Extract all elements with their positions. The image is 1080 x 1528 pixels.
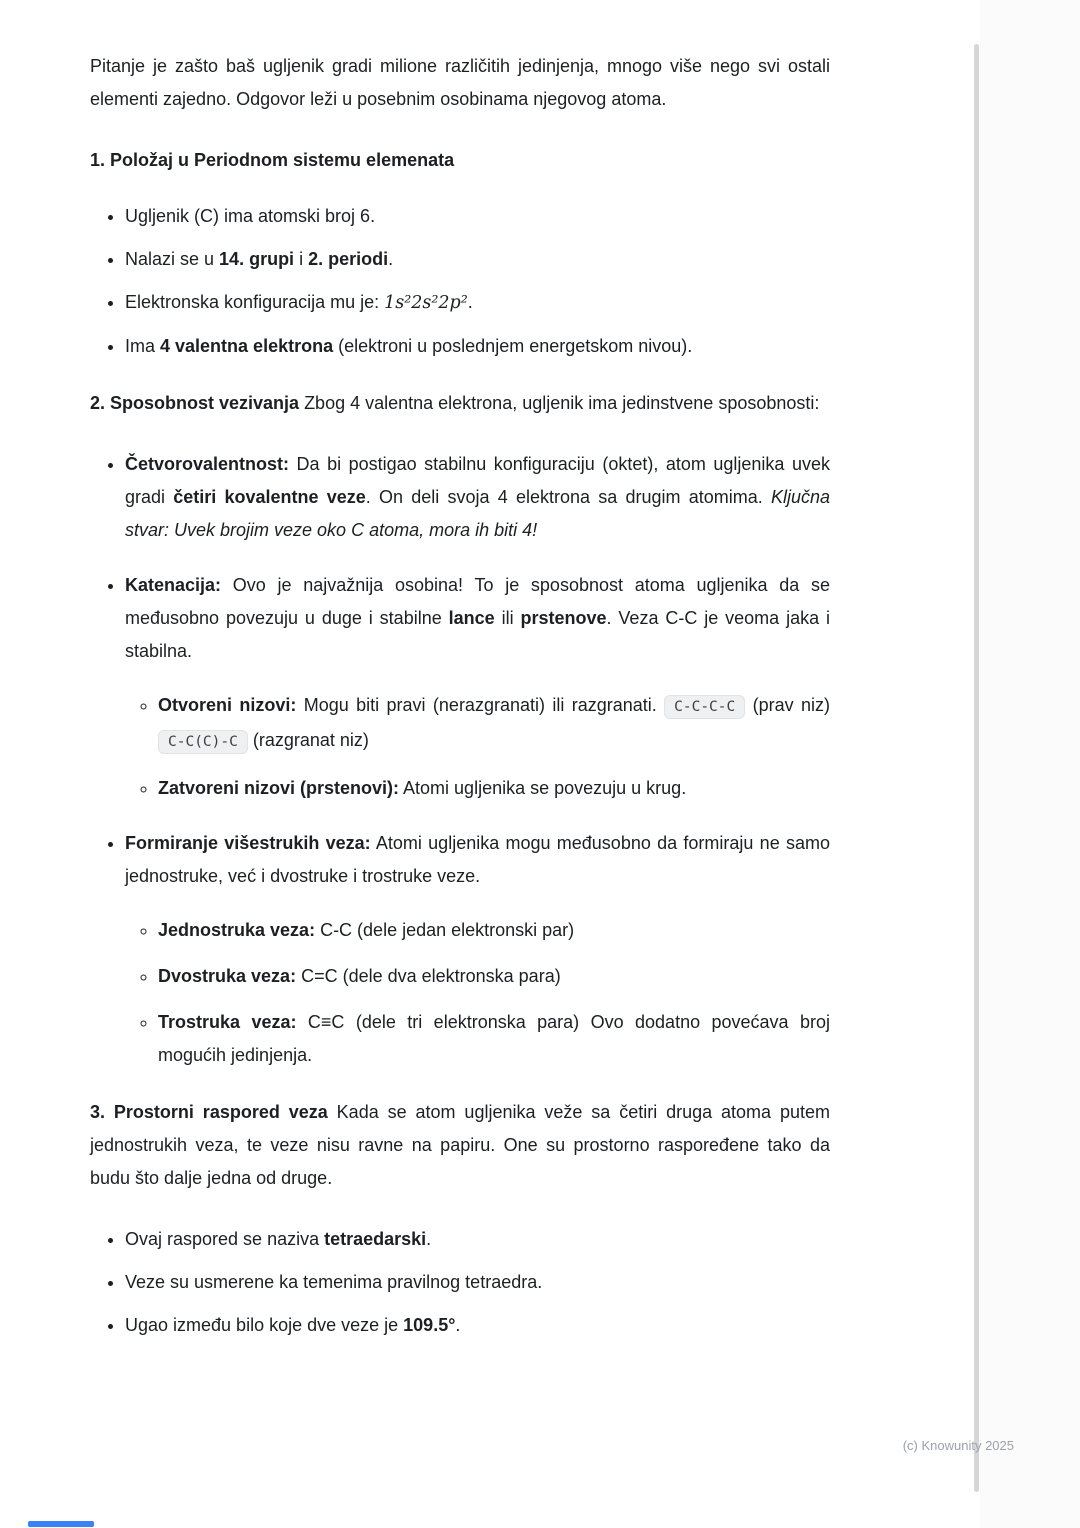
text-run: lance: [448, 608, 495, 628]
text-run: C≡C (dele tri elektronska para) Ovo dodatno povećava broj mogućih jedinjenja.: [158, 1012, 830, 1065]
list-item-text: [158, 920, 574, 940]
text-run: Jednostruka veza:: [158, 920, 316, 940]
text-run: Zbog 4 valentna elektrona, ugljenik ima jedinstvene sposobnosti:: [299, 393, 820, 413]
sub-list: [125, 914, 830, 1072]
text-run: i: [294, 249, 309, 269]
text-run: (prav niz): [745, 695, 831, 715]
text-run: tetraedarski: [324, 1229, 427, 1249]
bottom-accent-bar: [28, 1521, 94, 1527]
text-run: . On deli svoja 4 elektrona sa drugim atomima.: [365, 487, 771, 507]
inline-code-chip: C-C-C-C: [664, 695, 745, 719]
text-run: Nalazi se u: [125, 249, 220, 269]
text-run: C-C (dele jedan elektronski par): [315, 920, 575, 940]
text-run: prstenove: [520, 608, 607, 628]
text-run: Ima: [125, 336, 161, 356]
text-run: .: [388, 249, 394, 269]
text-run: 1s²2s²2p²: [384, 293, 468, 313]
text-run: Pitanje je zašto baš ugljenik gradi milione različitih jedinjenja, mnogo više nego svi ostali elementi zajedno. Odgovor leži u posebnim osobinama njegovog atoma.: [90, 56, 830, 109]
text-run: 109.5°: [403, 1315, 456, 1335]
sub-list-item: [158, 914, 830, 947]
text-run: . Veza C-C je veoma jaka i stabilna.: [125, 608, 831, 661]
text-run: 4 valentna elektrona: [160, 336, 334, 356]
list-item-text: [158, 778, 686, 798]
sub-list-item: [158, 689, 830, 759]
text-run: Ovaj raspored se naziva: [125, 1229, 325, 1249]
list-item-text: [125, 1315, 460, 1335]
text-run: Mogu biti pravi (nerazgranati) ili razgranati.: [296, 695, 665, 715]
list-item: [125, 448, 830, 547]
text-run: (elektroni u poslednjem energetskom nivou).: [333, 336, 693, 356]
list-item-text: [158, 966, 561, 986]
intro-paragraph: [90, 50, 830, 116]
text-run: Atomi ugljenika mogu međusobno da formiraju ne samo jednostruke, već i dvostruke i trostruke veze.: [125, 833, 830, 886]
sub-list-item: [158, 1006, 830, 1072]
list-item-text: [125, 1272, 542, 1292]
list-item: [125, 200, 830, 233]
section-3-list: [90, 1223, 830, 1342]
text-run: Otvoreni nizovi:: [158, 695, 297, 715]
list-item: [125, 569, 830, 805]
text-run: 14. grupi: [219, 249, 295, 269]
text-run: Četvorovalentnost:: [125, 454, 290, 474]
list-item: [125, 1223, 830, 1256]
list-item-text: [158, 695, 830, 750]
text-run: .: [467, 292, 473, 312]
text-run: Dvostruka veza:: [158, 966, 297, 986]
list-item-text: [158, 1012, 830, 1065]
right-gutter: [980, 0, 1080, 1528]
text-run: Trostruka veza:: [158, 1012, 297, 1032]
list-item: [125, 1266, 830, 1299]
text-run: C=C (dele dva elektronska para): [296, 966, 561, 986]
text-run: Elektronska konfiguracija mu je:: [125, 292, 385, 312]
text-run: Veze su usmerene ka temenima pravilnog tetraedra.: [125, 1272, 543, 1292]
section-2-list: [90, 448, 830, 1072]
list-item-text: [125, 1229, 431, 1249]
list-item-text: [125, 249, 393, 269]
list-item-text: [125, 833, 830, 886]
text-run: Formiranje višestrukih veza:: [125, 833, 371, 853]
section-3-lead-paragraph: [90, 1096, 830, 1195]
sub-list-item: [158, 772, 830, 805]
text-run: Ugao između bilo koje dve veze je: [125, 1315, 404, 1335]
list-item: [125, 286, 830, 320]
list-item: [125, 1309, 830, 1342]
text-run: Ugljenik (C) ima atomski broj 6.: [125, 206, 376, 226]
list-item: [125, 827, 830, 1072]
text-run: Kada se atom ugljenika veže sa četiri druga atoma putem jednostrukih veza, te veze nisu ravne na papiru. One su prostorno raspoređene tako da budu što dalje jedna od druge.: [90, 1102, 830, 1188]
list-item-text: [125, 336, 692, 356]
text-run: 2. Sposobnost vezivanja: [90, 393, 300, 413]
list-item-text: [125, 292, 473, 312]
watermark: (c) Knowunity 2025: [902, 1438, 1014, 1453]
text-run: ili: [494, 608, 521, 628]
list-item: [125, 330, 830, 363]
text-run: Ovo je najvažnija osobina! To je sposobnost atoma ugljenika da se međusobno povezuju u duge i stabilne: [125, 575, 830, 628]
list-item-text: [125, 206, 375, 226]
text-run: Zatvoreni nizovi (prstenovi):: [158, 778, 400, 798]
sub-list: [125, 689, 830, 805]
list-item-text: [125, 454, 830, 540]
text-run: Katenacija:: [125, 575, 222, 595]
scrollbar[interactable]: [971, 0, 983, 1528]
text-run: .: [455, 1315, 461, 1335]
inline-code-chip: C-C(C)-C: [158, 730, 248, 754]
section-2-lead-paragraph: [90, 387, 830, 420]
text-run: 2. periodi: [308, 249, 389, 269]
text-run: Atomi ugljenika se povezuju u krug.: [399, 778, 687, 798]
text-run: Ključna stvar: Uvek brojim veze oko C atoma, mora ih biti 4!: [125, 487, 831, 540]
text-run: .: [426, 1229, 432, 1249]
text-run: Da bi postigao stabilnu konfiguraciju (oktet), atom ugljenika uvek gradi: [125, 454, 830, 507]
list-item-text: [125, 575, 830, 661]
text-run: (razgranat niz): [247, 730, 369, 750]
text-run: četiri kovalentne veze: [173, 487, 366, 507]
section-1-list: [90, 200, 830, 363]
document-content: [90, 50, 830, 1366]
scrollbar-thumb[interactable]: [974, 44, 979, 1492]
sub-list-item: [158, 960, 830, 993]
section-1-heading: 1. Položaj u Periodnom sistemu elemenata: [90, 150, 455, 170]
list-item: [125, 243, 830, 276]
text-run: 3. Prostorni raspored veza: [90, 1102, 328, 1122]
